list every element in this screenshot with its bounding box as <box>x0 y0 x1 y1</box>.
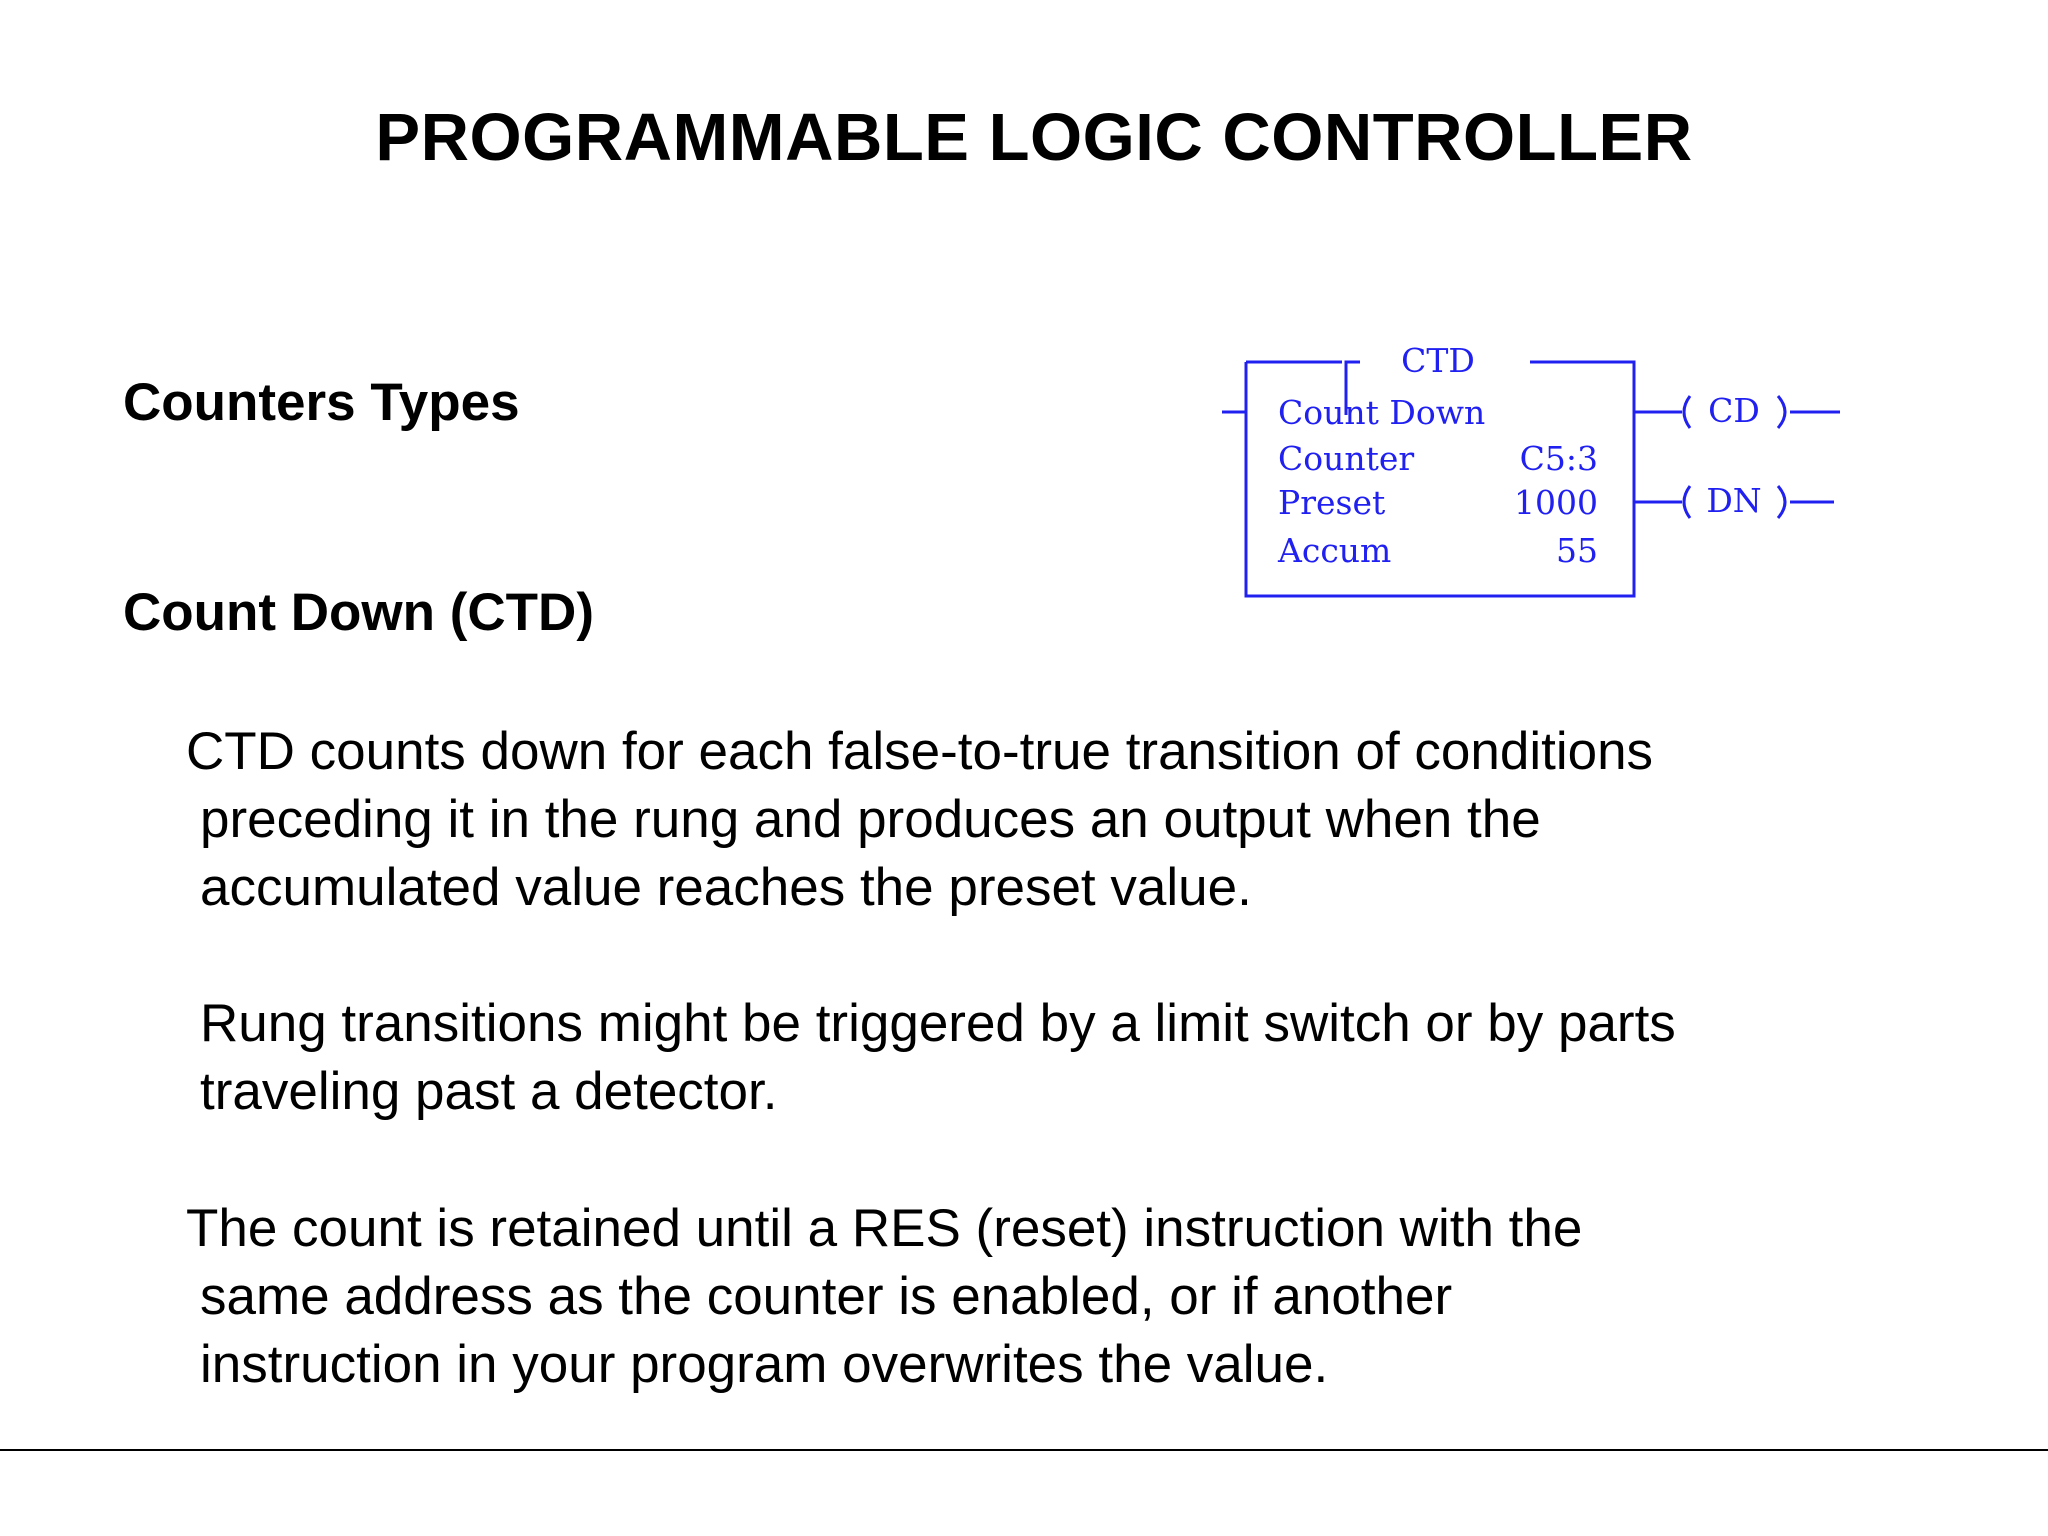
cd-coil-left <box>1684 396 1690 428</box>
paragraph-line: CTD counts down for each false-to-true transition of conditions <box>186 722 1654 781</box>
ctd-block-title: CTD <box>1401 341 1475 380</box>
subheading-count-down: Count Down (CTD) <box>123 583 594 642</box>
cd-output-label: CD <box>1708 391 1760 430</box>
cd-coil-right <box>1778 396 1785 428</box>
ctd-row-label: Preset <box>1278 483 1386 522</box>
paragraph-line: Rung transitions might be triggered by a limit switch or by parts <box>200 994 1676 1053</box>
paragraph-line: instruction in your program overwrites the value. <box>200 1335 1329 1394</box>
paragraph-line: same address as the counter is enabled, or if another <box>200 1267 1453 1326</box>
dn-coil-left <box>1684 486 1690 518</box>
paragraph-line: The count is retained until a RES (reset) instruction with the <box>186 1199 1583 1258</box>
ctd-ladder-block <box>1210 340 1850 610</box>
ctd-block-name: Count Down <box>1278 393 1486 432</box>
bottom-divider <box>0 1449 2048 1451</box>
ctd-row-value: 55 <box>1556 531 1598 570</box>
dn-coil-right <box>1778 486 1785 518</box>
dn-output-label: DN <box>1706 481 1762 520</box>
paragraph-line: accumulated value reaches the preset value. <box>200 858 1252 917</box>
ctd-row-label: Counter <box>1278 439 1415 478</box>
ctd-row-label: Accum <box>1278 531 1392 570</box>
section-heading: Counters Types <box>123 373 520 432</box>
paragraph-line: traveling past a detector. <box>200 1062 778 1121</box>
slide-title: PROGRAMMABLE LOGIC CONTROLLER <box>375 100 1693 175</box>
ctd-row-value: C5:3 <box>1519 439 1598 478</box>
paragraph-ctd-description <box>186 718 1653 922</box>
paragraph-line: preceding it in the rung and produces an output when the <box>200 790 1541 849</box>
ctd-row-value: 1000 <box>1514 483 1598 522</box>
paragraph-count-retained <box>186 1195 1582 1399</box>
paragraph-rung-transitions <box>200 990 1676 1126</box>
